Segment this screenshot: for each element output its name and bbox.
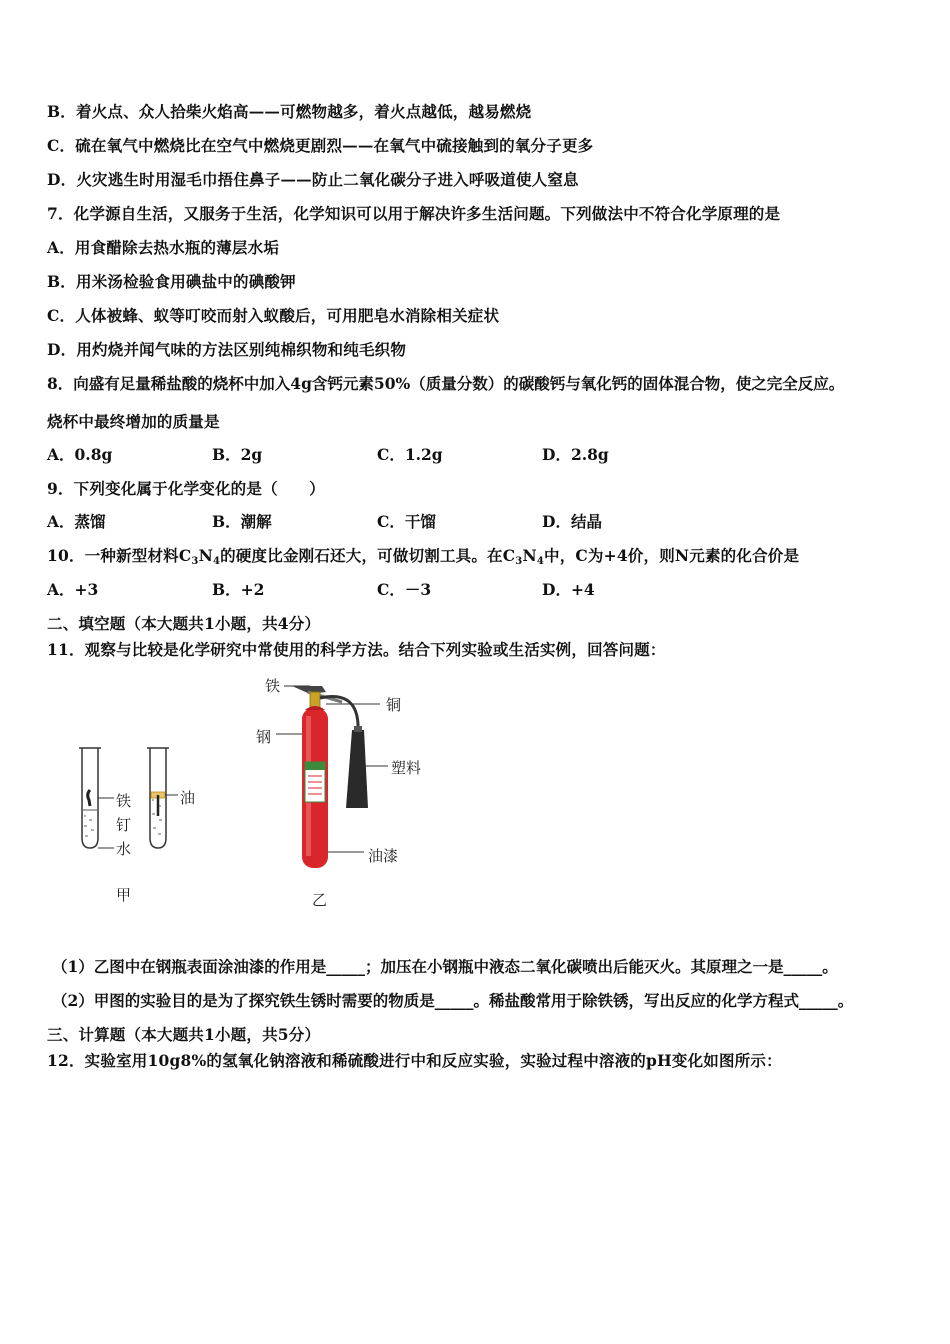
label-yi-copper: 铜 — [386, 696, 402, 714]
q11-stem: 11．观察与比较是化学研究中常使用的科学方法。结合下列实验或生活实例，回答问题： — [47, 640, 666, 659]
q6-option-c: C．硫在氧气中燃烧比在空气中燃烧更剧烈——在氧气中硫接触到的氧分子更多 — [47, 136, 594, 155]
q8-option-d: D．2.8g — [542, 445, 609, 464]
label-yi-iron: 铁 — [265, 677, 281, 695]
q12-stem: 12．实验室用10g8%的氢氧化钠溶液和稀硫酸进行中和反应实验，实验过程中溶液的pH变化如图所示： — [47, 1051, 782, 1070]
q7-option-b: B．用米汤检验食用碘盐中的碘酸钾 — [47, 272, 296, 291]
q7-stem: 7．化学源自生活，又服务于生活，化学知识可以用于解决许多生活问题。下列做法中不符合化学原理的是 — [47, 204, 781, 223]
label-yi-plastic: 塑料 — [391, 759, 422, 777]
q9-stem: 9．下列变化属于化学变化的是（ ） — [47, 479, 325, 498]
q9-option-d: D．结晶 — [542, 512, 602, 531]
q10-option-b: B．+2 — [212, 580, 265, 599]
caption-jia: 甲 — [116, 886, 132, 904]
q11-sub1: （1）乙图中在钢瓶表面涂油漆的作用是_____；加压在小钢瓶中液态二氧化碳喷出后能灭火。其原理之一是_____。 — [52, 957, 838, 976]
q8-stem-line2: 烧杯中最终增加的质量是 — [47, 412, 220, 431]
q8-stem-line1: 8．向盛有足量稀盐酸的烧杯中加入4g含钙元素50%（质量分数）的碳酸钙与氧化钙的固体混合物，使之完全反应。 — [47, 374, 845, 393]
caption-yi: 乙 — [312, 891, 328, 909]
q9-option-a: A．蒸馏 — [47, 512, 106, 531]
q7-option-c: C．人体被蜂、蚁等叮咬而射入蚁酸后，可用肥皂水消除相关症状 — [47, 306, 500, 325]
q8-option-a: A．0.8g — [47, 445, 113, 464]
label-jia-iron: 铁 — [116, 792, 132, 810]
q9-option-c: C．干馏 — [377, 512, 436, 531]
q10-option-d: D．+4 — [542, 580, 595, 599]
q8-option-c: C．1.2g — [377, 445, 443, 464]
q7-option-d: D．用灼烧并闻气味的方法区别纯棉织物和纯毛织物 — [47, 340, 407, 359]
label-jia-oil: 油 — [180, 789, 196, 807]
label-jia-nail: 钉 — [116, 816, 132, 834]
q10-option-a: A．+3 — [47, 580, 99, 599]
q9-option-b: B．潮解 — [212, 512, 272, 531]
q6-option-d: D．火灾逃生时用湿毛巾捂住鼻子——防止二氧化碳分子进入呼吸道使人窒息 — [47, 170, 579, 189]
label-yi-paint: 油漆 — [368, 847, 399, 865]
q8-option-b: B．2g — [212, 445, 263, 464]
q10-stem: 10．一种新型材料$C_3N_4$的硬度比金刚石还大，可做切割工具。在$C_3N_4$中，C为+4价，则N元素的化合价是 — [47, 546, 800, 567]
q11-sub2: （2）甲图的实验目的是为了探究铁生锈时需要的物质是_____。稀盐酸常用于除铁锈，写出反应的化学方程式_____。 — [52, 991, 854, 1010]
q6-option-b: B．着火点、众人拾柴火焰高——可燃物越多，着火点越低，越易燃烧 — [47, 102, 532, 121]
label-yi-steel: 钢 — [256, 728, 272, 746]
section-3-heading: 三、计算题（本大题共1小题，共5分） — [47, 1025, 321, 1044]
q10-option-c: C．－3 — [377, 580, 432, 599]
section-2-heading: 二、填空题（本大题共1小题，共4分） — [47, 614, 321, 633]
q7-option-a: A．用食醋除去热水瓶的薄层水垢 — [47, 238, 280, 257]
label-jia-water: 水 — [116, 840, 132, 858]
